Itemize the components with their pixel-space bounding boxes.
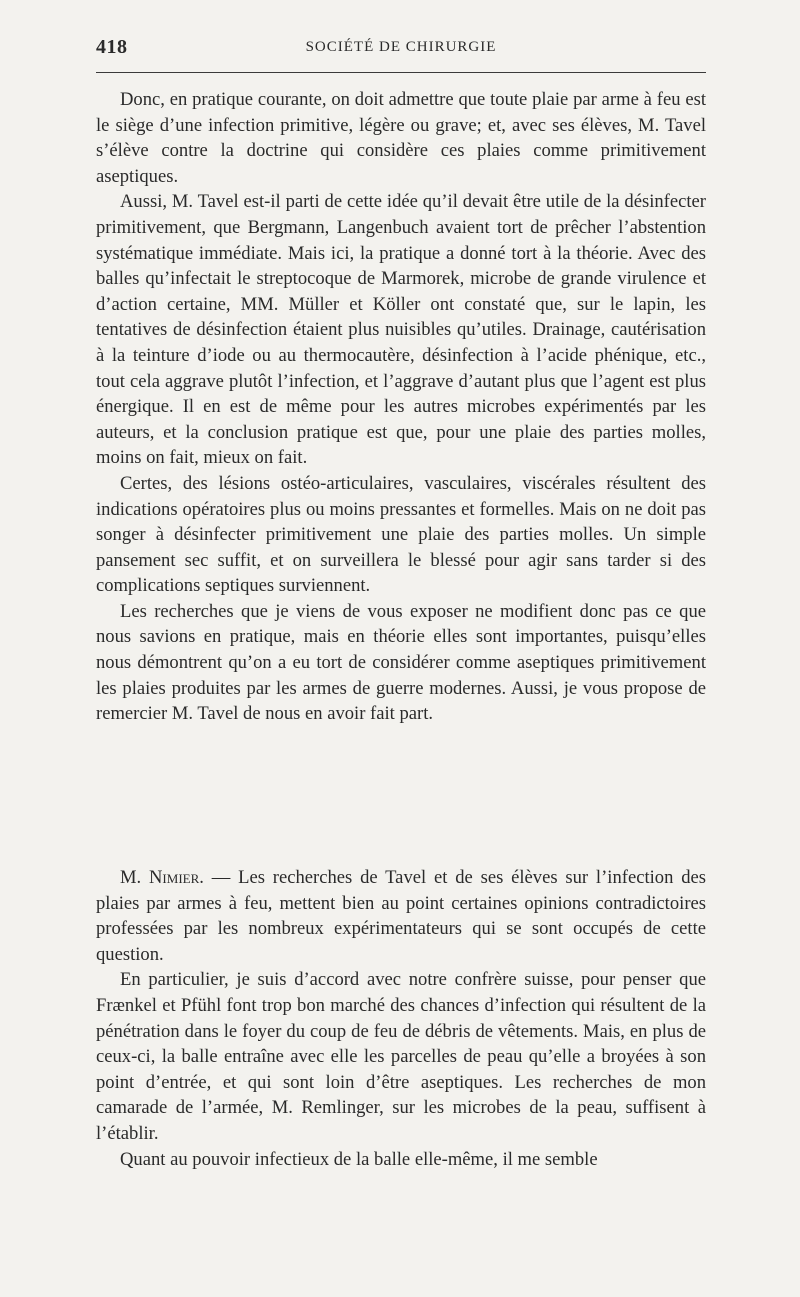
speaker-name: M. Nimier. xyxy=(120,867,204,888)
paragraph: En particulier, je suis d’accord avec notre confrère suisse, pour penser que Frænkel et Pfühl font trop bon marché des chances d’infection qui résultent de la pénétration dans le foyer du coup de feu de débris de vêtements. Mais, en plus de ceux-ci, la balle entraîne avec elle les parcelles de peau qu’elle a broyées à son point d’entrée, et qui sont loin d’être aseptiques. Les recherches de mon camarade de l’armée, M. Remlinger, sur les microbes de la peau, suffisent à l’établir. xyxy=(96,969,706,1144)
paragraph: Les recherches que je viens de vous exposer ne modifient donc pas ce que nous savions en pratique, mais en théorie elles sont importantes, puisqu’elles nous démontrent qu’on a eu tort de considérer comme aseptiques primitivement les plaies produites par les armes de guerre modernes. Aussi, je vous propose de remercier M. Tavel de nous en avoir fait part. xyxy=(96,600,706,725)
paragraph: Donc, en pratique courante, on doit admettre que toute plaie par arme à feu est le siège d’une infection primitive, légère ou grave; et, avec ses élèves, M. Tavel s’élève contre la doctrine qui considère ces plaies comme primitivement aseptiques. xyxy=(96,89,706,187)
running-title: SOCIÉTÉ DE CHIRURGIE xyxy=(305,39,497,55)
paragraph: Certes, des lésions ostéo-articulaires, vasculaires, viscérales résultent des indications opératoires plus ou moins pressantes et formelles. Mais on ne doit pas songer à désinfecter primitivement une plaie des parties molles. Un simple pansement sec suffit, et on surveillera le blessé pour agir sans tarder si des complications septiques surviennent. xyxy=(96,472,706,597)
paragraph: Aussi, M. Tavel est-il parti de cette idée qu’il devait être utile de la désinfecter primitivement, que Bergmann, Langenbuch avaient tort de prêcher l’abstention systématique immédiate. Mais ici, la pratique a donné tort à la théorie. Avec des balles qu’infectait le streptocoque de Marmorek, microbe de grande virulence et d’action certaine, MM. Müller et Köller ont constaté que, sur le lapin, les tentatives de désinfection étaient plus nuisibles qu’utiles. Drainage, cautérisation à la teinture d’iode ou au thermocautère, désinfection à l’acide phénique, etc., tout cela aggrave plutôt l’infection, et l’aggrave d’autant plus que l’agent est plus énergique. Il en est de même pour les autres microbes expérimentés par les auteurs, et la conclusion pratique est que, pour une plaie des parties molles, moins on fait, mieux on fait. xyxy=(96,191,706,469)
paragraph xyxy=(96,865,706,967)
paragraph-text: — Les recherches de Tavel et de ses élèves sur l’infection des plaies par armes à feu, mettent bien au point certaines opinions contradictoires professées par les nombreux expérimentateurs qui se sont occupés de cette question. xyxy=(96,867,706,965)
header-rule xyxy=(96,72,706,73)
report-conclusion-section xyxy=(96,87,706,727)
page-number: 418 xyxy=(96,36,128,58)
discussion-section xyxy=(96,865,706,1172)
paragraph: Quant au pouvoir infectieux de la balle elle-même, il me semble xyxy=(120,1148,598,1170)
page-header xyxy=(96,36,706,60)
